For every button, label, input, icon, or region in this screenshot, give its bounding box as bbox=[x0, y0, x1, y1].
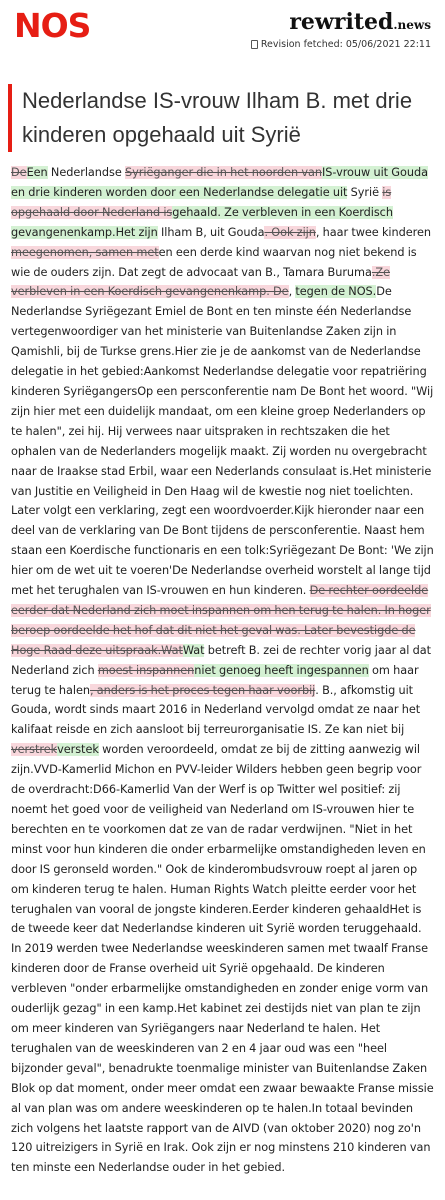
article-body bbox=[11, 163, 435, 1178]
deleted-text: , anders is het proces tegen haar voorbij bbox=[89, 683, 316, 697]
header bbox=[0, 0, 445, 58]
inserted-text: Wat bbox=[182, 643, 205, 657]
revision-label: Revision fetched: 05/06/2021 22:11 bbox=[260, 39, 431, 50]
unchanged-text: betreft B. zei de rechter vorig jaar al dat Nederland zich bbox=[11, 643, 431, 677]
deleted-text: De bbox=[11, 166, 27, 179]
inserted-text: tegen de NOS. bbox=[295, 285, 377, 299]
nos-logo[interactable] bbox=[14, 6, 91, 45]
deleted-text: meegenomen, samen met bbox=[11, 245, 159, 259]
inserted-text: verstek bbox=[57, 743, 99, 757]
deleted-text: . Ook zijn bbox=[264, 225, 316, 239]
deleted-text: Syriëganger die in het noorden van bbox=[125, 166, 322, 179]
deleted-text: is opgehaald door Nederland is bbox=[11, 185, 392, 219]
document-icon bbox=[251, 40, 258, 49]
inserted-text: IS-vrouw uit Gouda en drie kinderen worden door een Nederlandse delegatie uit bbox=[11, 166, 428, 199]
title-block bbox=[8, 84, 434, 152]
brand-tld: .news bbox=[393, 18, 431, 32]
unchanged-text: . B., afkomstig uit Gouda, wordt sinds maart 2016 in Nederland vervolgd omdat ze naar het kalifaat reisde en zich aansloot bij terreurorganisatie IS. Ze kan niet bij bbox=[11, 683, 421, 737]
unchanged-text: om haar terug te halen bbox=[11, 663, 419, 697]
revision-info bbox=[251, 39, 431, 50]
nos-logo-text: NOS bbox=[14, 6, 91, 45]
unchanged-text: en een derde kind waarvan nog niet bekend is wie de ouders zijn. Dat zegt de advocaat van B., Tamara Buruma bbox=[11, 245, 417, 279]
unchanged-text: Syrië bbox=[347, 185, 383, 199]
unchanged-text: De Nederlandse Syriëgezant Emiel de Bont en ten minste één Nederlandse vertegenwoordiger van het ministerie van Buitenlandse Zaken zijn in Qamishli, bij de Turkse grens.Hier zie je de aankomst van de Nederlandse delegatie in het gebied:Aankomst Nederlandse delegatie voor repatriëring kinderen SyriëgangersOp een persconferentie nam De Bont het woord. "Wij zijn hier met een duidelijk mandaat, om een kleine groep Nederlanders op te halen", zei hij. Hij verwees naar uitspraken in rechtszaken die het ophalen van de Nederlanders mogelijk maakt. Zij worden nu overgebracht naar de Iraakse stad Erbil, waar een Nederlands consulaat is.Het ministerie van Justitie en Veiligheid in Den Haag wil de kwestie nog niet toelichten. Later volgt een verklaring, zegt een woordvoerder.Kijk hieronder naar een deel van de verklaring van De Bont tijdens de persconferentie. Naast hem staan een Koerdische functionaris en een tolk:Syriëgezant De Bont: 'We zijn hier om de wet uit te voeren'De Nederlandse overheid worstelt al lange tijd met het terughalen van IS-vrouwen en hun kinderen. bbox=[11, 285, 434, 598]
deleted-text: verstrek bbox=[11, 743, 58, 757]
inserted-text: gehaald. Ze verbleven in een Koerdisch gevangenenkamp.Het zijn bbox=[11, 205, 393, 239]
inserted-text: niet genoeg heeft ingespannen bbox=[194, 663, 369, 677]
deleted-text: .Ze verbleven in een Koerdisch gevangenenkamp. De bbox=[11, 265, 390, 299]
brand-name-text: rewrited bbox=[289, 9, 394, 35]
brand-name[interactable] bbox=[251, 10, 431, 37]
inserted-text: Een bbox=[26, 166, 48, 179]
article-title: Nederlandse IS-vrouw Ilham B. met drie kinderen opgehaald uit Syrië bbox=[22, 88, 413, 147]
unchanged-text: , haar twee kinderen bbox=[315, 225, 432, 239]
deleted-text: De rechter oordeelde eerder dat Nederland zich moet inspannen om hen terug te halen. In hoger beroep oordeelde het hof dat dit niet het geval was. Later bevestigde de Hoge Raad deze uitspraak.Wat bbox=[11, 584, 431, 657]
brand-block bbox=[251, 10, 431, 50]
unchanged-text: Ilham B, uit Gouda bbox=[157, 225, 265, 239]
deleted-text: moest inspannen bbox=[97, 663, 195, 677]
unchanged-text: worden veroordeeld, omdat ze bij de zitting aanwezig wil zijn.VVD-Kamerlid Michon en PVV-leider Wilders hebben geen begrip voor de overdracht:D66-Kamerlid Van der Werf is op Twitter wel positief: zij noemt het goed voor de veiligheid van Nederland om IS-vrouwen hier te berechten en te voorkomen dat ze van de radar verdwijnen. "Niet in het minst voor hun kinderen die onder erbarmelijke omstandigheden leven en door IS geronseld worden." Ook de kinderombudsvrouw roept al jaren op om kinderen terug te halen. Human Rights Watch pleitte eerder voor het terughalen van vooral de jongste kinderen.Eerder kinderen gehaaldHet is de tweede keer dat Nederlandse kinderen uit Syrië worden teruggehaald. In 2019 werden twee Nederlandse weeskinderen samen met twaalf Franse kinderen door de Franse overheid uit Syrië opgehaald. De kinderen verbleven "onder erbarmelijke omstandigheden en zonder enige vorm van ouderlijk gezag" in een kamp.Het kabinet zei destijds niet van plan te zijn om meer kinderen van Syriëgangers naar Nederland te halen. Het terughalen van de weeskinderen van 2 en 4 jaar oud was een "heel bijzonder geval", benadrukte toenmalige minister van Buitenlandse Zaken Blok op dat moment, onder meer omdat een zwaar bewaakte Franse missie al van plan was om andere weeskinderen op te halen.In totaal bevinden zich volgens het laatste rapport van de AIVD (van oktober 2020) nog zo'n 120 uitreizigers in Syrië en Irak. Ook zijn er nog minstens 210 kinderen van ten minste een Nederlandse ouder in het gebied. bbox=[11, 743, 434, 1175]
unchanged-text: Nederlandse bbox=[47, 166, 125, 179]
unchanged-text: , bbox=[288, 285, 296, 299]
